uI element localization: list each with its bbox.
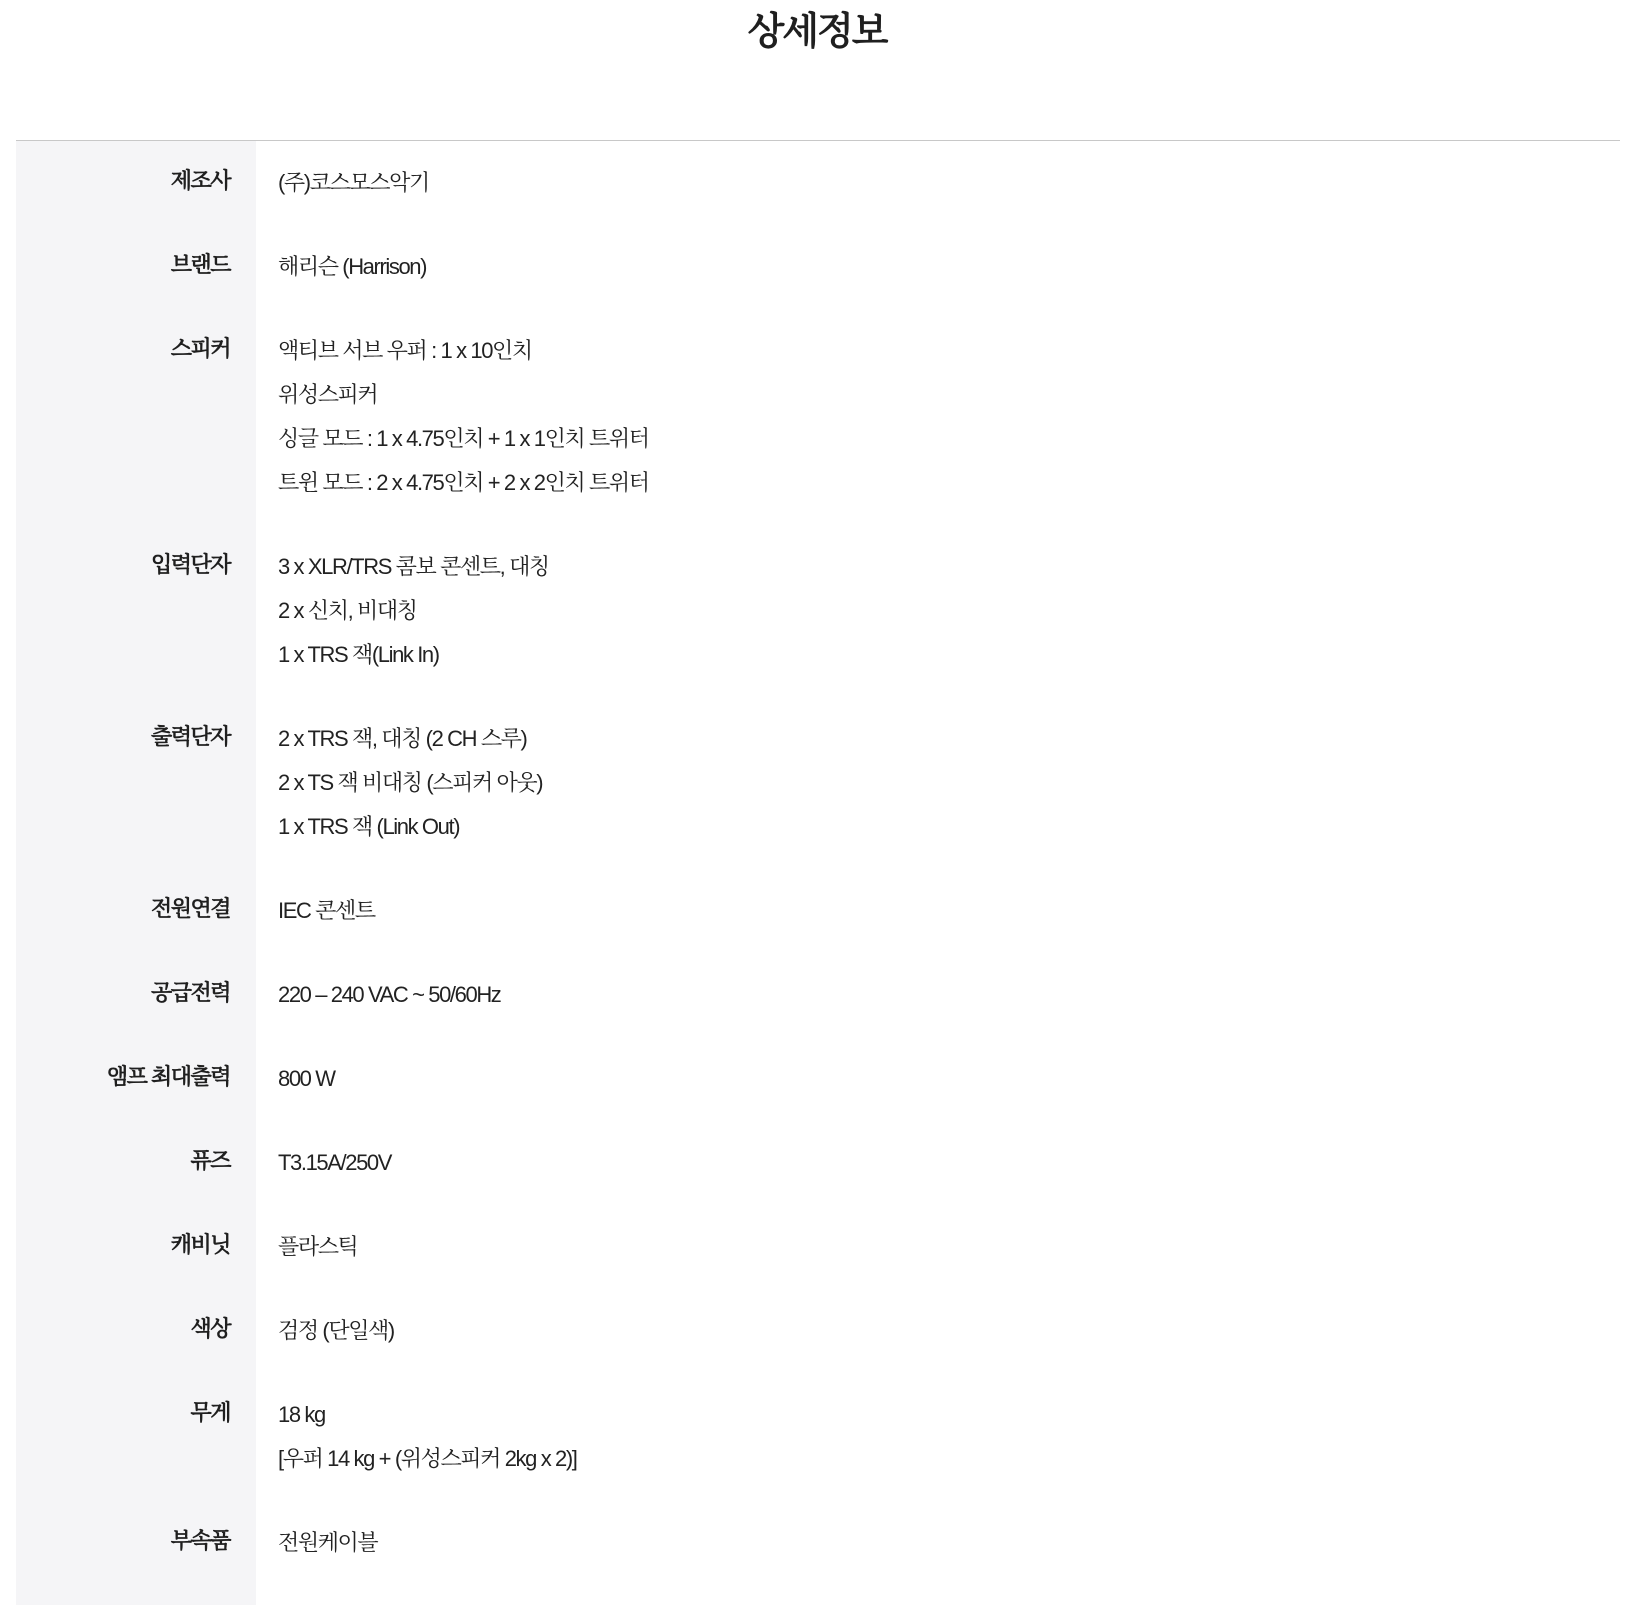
spec-value: 해리슨 (Harrison) <box>278 245 1620 289</box>
spec-value: IEC 콘센트 <box>278 889 1620 933</box>
spec-label: 입력단자 <box>16 525 256 697</box>
spec-value: 800 W <box>278 1057 1620 1101</box>
spec-label: 색상 <box>16 1289 256 1373</box>
spec-label: 출력단자 <box>16 697 256 869</box>
spec-value-cell <box>256 1373 1620 1501</box>
spec-value-cell <box>256 1205 1620 1289</box>
spec-label: 브랜드 <box>16 225 256 309</box>
spec-row <box>16 309 1620 525</box>
spec-value: 1 x TRS 잭 (Link Out) <box>278 805 1620 849</box>
spec-row <box>16 1501 1620 1605</box>
spec-value: 전원케이블 <box>278 1521 1620 1565</box>
spec-label: 제조사 <box>16 141 256 226</box>
spec-row <box>16 525 1620 697</box>
spec-row <box>16 1289 1620 1373</box>
spec-value: 1 x TRS 잭(Link In) <box>278 633 1620 677</box>
spec-value: 220 – 240 VAC ~ 50/60Hz <box>278 973 1620 1017</box>
page-title: 상세정보 <box>0 6 1628 58</box>
spec-value-cell <box>256 525 1620 697</box>
spec-value: [우퍼 14 kg + (위성스피커 2kg x 2)] <box>278 1437 1620 1481</box>
spec-value: 트윈 모드 : 2 x 4.75인치 + 2 x 2인치 트위터 <box>278 461 1620 505</box>
spec-value: 2 x TRS 잭, 대칭 (2 CH 스루) <box>278 717 1620 761</box>
spec-value: 검정 (단일색) <box>278 1309 1620 1353</box>
spec-row <box>16 1205 1620 1289</box>
spec-value: T3.15A/250V <box>278 1141 1620 1185</box>
spec-row <box>16 1037 1620 1121</box>
spec-value-cell <box>256 1037 1620 1121</box>
spec-value: 액티브 서브 우퍼 : 1 x 10인치 <box>278 329 1620 373</box>
spec-value: 18 kg <box>278 1393 1620 1437</box>
spec-value: 3 x XLR/TRS 콤보 콘센트, 대칭 <box>278 545 1620 589</box>
spec-label: 퓨즈 <box>16 1121 256 1205</box>
spec-row <box>16 953 1620 1037</box>
spec-row <box>16 697 1620 869</box>
spec-label: 공급전력 <box>16 953 256 1037</box>
spec-label: 무게 <box>16 1373 256 1501</box>
spec-value-cell <box>256 1289 1620 1373</box>
spec-value: 싱글 모드 : 1 x 4.75인치 + 1 x 1인치 트위터 <box>278 417 1620 461</box>
spec-value: 2 x 신치, 비대칭 <box>278 589 1620 633</box>
spec-value-cell <box>256 141 1620 226</box>
spec-value: 2 x TS 잭 비대칭 (스피커 아웃) <box>278 761 1620 805</box>
spec-label: 부속품 <box>16 1501 256 1605</box>
spec-value: 위성스피커 <box>278 373 1620 417</box>
spec-table-body <box>16 141 1620 1605</box>
spec-value: (주)코스모스악기 <box>278 161 1620 205</box>
spec-label: 전원연결 <box>16 869 256 953</box>
spec-value-cell <box>256 1501 1620 1605</box>
spec-value-cell <box>256 309 1620 525</box>
spec-value-cell <box>256 225 1620 309</box>
spec-label: 스피커 <box>16 309 256 525</box>
spec-table <box>16 140 1620 1605</box>
spec-row <box>16 141 1620 226</box>
spec-value-cell <box>256 1121 1620 1205</box>
spec-value-cell <box>256 869 1620 953</box>
spec-value-cell <box>256 953 1620 1037</box>
spec-label: 캐비닛 <box>16 1205 256 1289</box>
spec-value: 플라스틱 <box>278 1225 1620 1269</box>
spec-row <box>16 869 1620 953</box>
spec-label: 앰프 최대출력 <box>16 1037 256 1121</box>
spec-value-cell <box>256 697 1620 869</box>
spec-row <box>16 225 1620 309</box>
spec-row <box>16 1121 1620 1205</box>
spec-row <box>16 1373 1620 1501</box>
